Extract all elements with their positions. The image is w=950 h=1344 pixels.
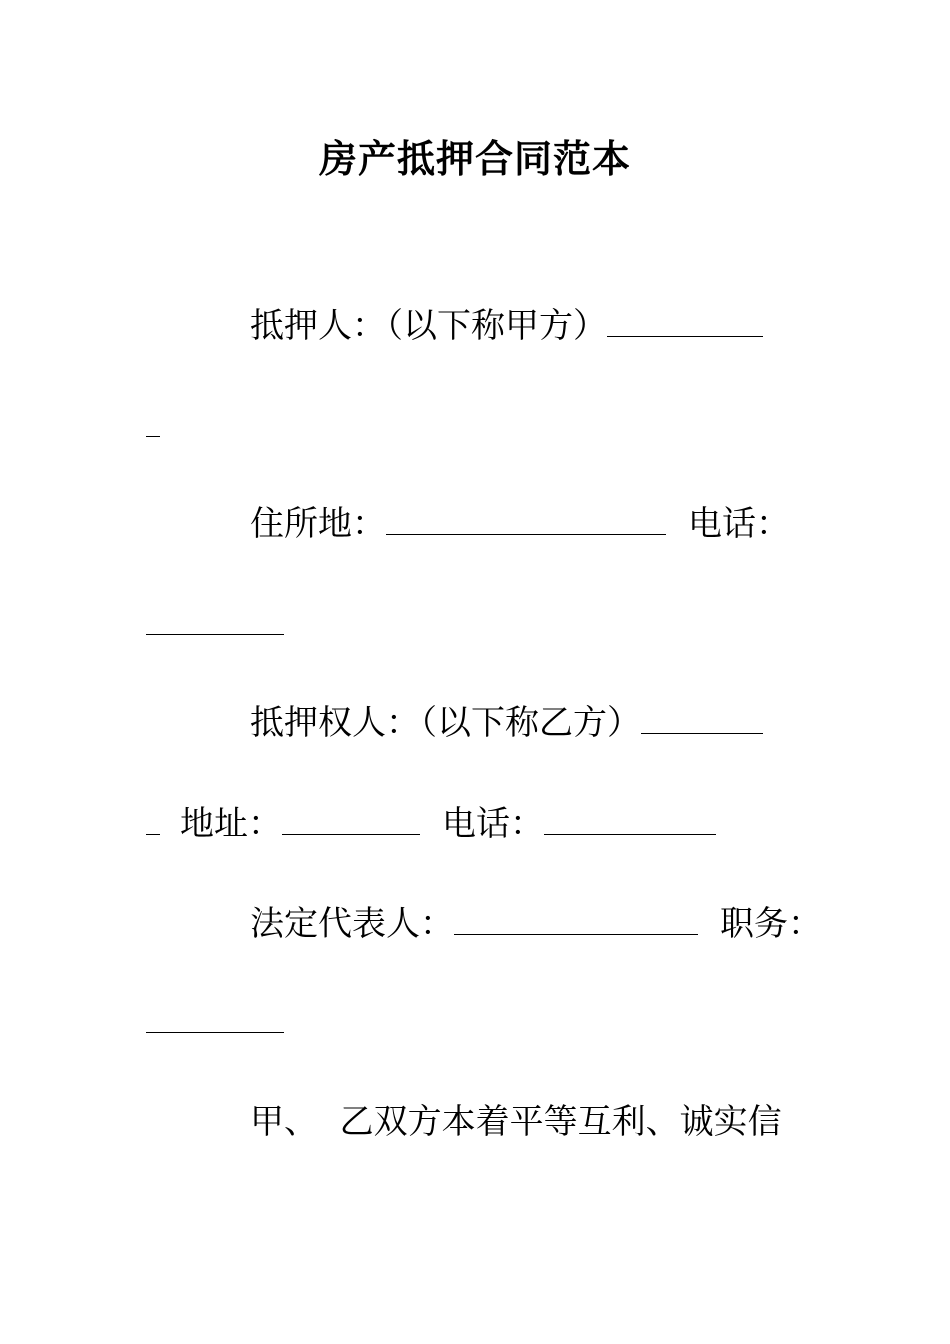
mortgagor-line-continued bbox=[146, 404, 160, 448]
mortgagor-phone-blank[interactable] bbox=[146, 604, 284, 635]
mortgagor-phone-label: 电话： bbox=[688, 504, 790, 544]
mortgagee-address-blank[interactable] bbox=[282, 804, 420, 835]
legal-rep-blank[interactable] bbox=[454, 904, 698, 935]
mortgagee-blank[interactable] bbox=[641, 703, 763, 734]
mortgagee-phone-blank[interactable] bbox=[544, 804, 716, 835]
legal-rep-position-blank[interactable] bbox=[146, 1002, 284, 1033]
mortgagee-address-label: 地址： bbox=[180, 804, 282, 844]
mortgagor-blank-continued[interactable] bbox=[146, 406, 160, 437]
mortgagor-label: 抵押人：（以下称甲方） bbox=[250, 306, 607, 346]
legal-rep-position-label: 职务： bbox=[720, 904, 822, 944]
mortgagee-phone-label: 电话： bbox=[442, 804, 544, 844]
mortgagor-address-blank[interactable] bbox=[386, 504, 666, 535]
body-paragraph-start: 甲、 乙双方本着平等互利、诚实信 bbox=[250, 1102, 782, 1142]
mortgagor-line bbox=[250, 304, 763, 348]
legal-rep-position-line bbox=[146, 1000, 284, 1044]
mortgagee-label: 抵押权人：（以下称乙方） bbox=[250, 703, 641, 743]
mortgagee-line bbox=[250, 701, 763, 745]
mortgagor-phone-line bbox=[146, 602, 284, 646]
mortgagee-address-line bbox=[146, 802, 716, 846]
legal-rep-label: 法定代表人： bbox=[250, 904, 454, 944]
mortgagor-address-label: 住所地： bbox=[250, 504, 386, 544]
document-title: 房产抵押合同范本 bbox=[318, 136, 631, 181]
mortgagor-address-line bbox=[250, 502, 790, 546]
legal-rep-line bbox=[250, 902, 822, 946]
mortgagee-blank-continued[interactable] bbox=[146, 804, 160, 835]
mortgagor-blank[interactable] bbox=[607, 306, 763, 337]
